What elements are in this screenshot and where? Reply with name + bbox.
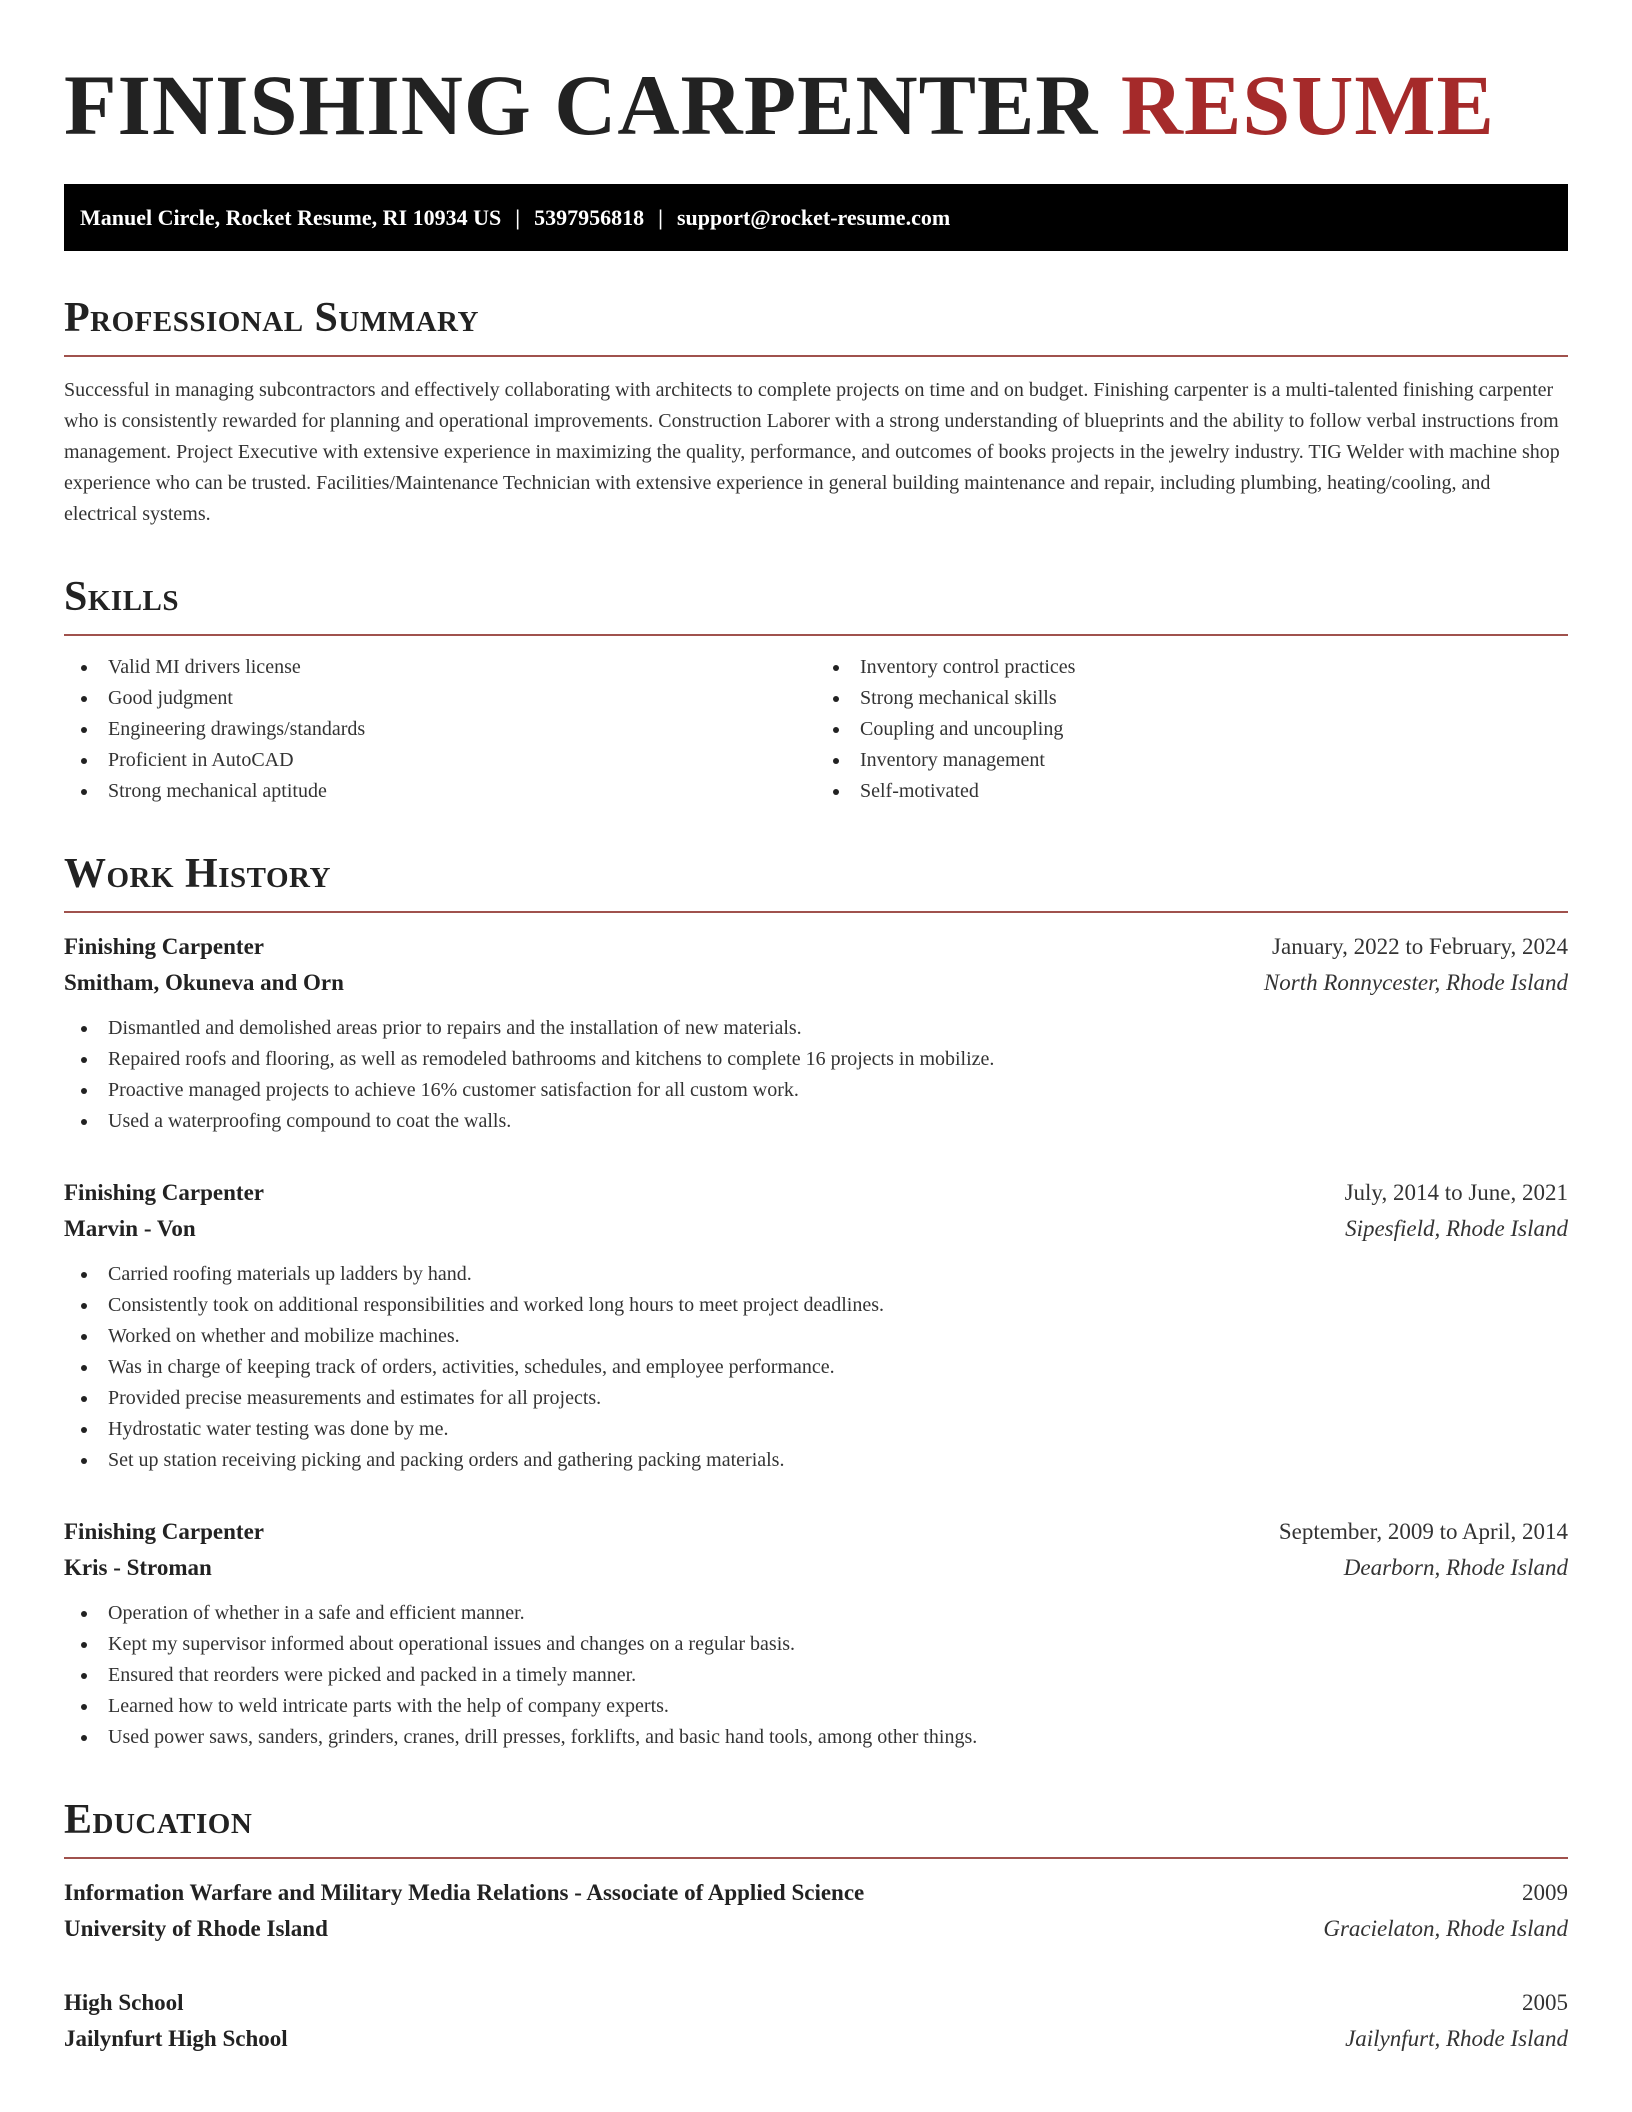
job-bullet: Kept my supervisor informed about operational issues and changes on a regular basis. — [64, 1629, 1568, 1660]
skill-item: Inventory management — [816, 745, 1568, 776]
job-bullet: Provided precise measurements and estimates for all projects. — [64, 1383, 1568, 1414]
job-dates: July, 2014 to June, 2021 — [1344, 1180, 1568, 1205]
job-company: Marvin - Von — [64, 1216, 196, 1241]
skills-heading: Skills — [64, 574, 180, 620]
skill-item: Valid MI drivers license — [64, 652, 816, 683]
education-year: 2009 — [1522, 1880, 1568, 1905]
job-location: North Ronnycester, Rhode Island — [1263, 970, 1568, 995]
section-divider — [64, 911, 1568, 913]
job-bullet: Proactive managed projects to achieve 16% customer satisfaction for all custom work. — [64, 1075, 1568, 1106]
education-degree: High School — [64, 1990, 184, 2015]
job-bullet: Consistently took on additional responsibilities and worked long hours to meet project deadlines. — [64, 1290, 1568, 1321]
job-title: Finishing Carpenter — [64, 1180, 264, 1205]
skill-item: Self-motivated — [816, 776, 1568, 807]
job-bullet: Was in charge of keeping track of orders, activities, schedules, and employee performance. — [64, 1352, 1568, 1383]
job-entry — [64, 1514, 1568, 1753]
work-history-heading: Work History — [64, 851, 331, 897]
job-entry — [64, 1175, 1568, 1476]
contact-email: support@rocket-resume.com — [676, 205, 951, 230]
education-heading: Education — [64, 1797, 253, 1843]
job-bullet: Operation of whether in a safe and efficient manner. — [64, 1598, 1568, 1629]
job-bullet: Used power saws, sanders, grinders, cranes, drill presses, forklifts, and basic hand tools, among other things. — [64, 1722, 1568, 1753]
job-company: Smitham, Okuneva and Orn — [64, 970, 344, 995]
skill-item: Engineering drawings/standards — [64, 714, 816, 745]
education-year: 2005 — [1522, 1990, 1568, 2015]
job-bullet: Ensured that reorders were picked and packed in a timely manner. — [64, 1660, 1568, 1691]
resume-title — [64, 56, 1568, 153]
education-school: Jailynfurt High School — [64, 2026, 288, 2051]
skill-item: Strong mechanical aptitude — [64, 776, 816, 807]
job-location: Sipesfield, Rhode Island — [1345, 1216, 1568, 1241]
job-dates: September, 2009 to April, 2014 — [1278, 1519, 1568, 1544]
section-divider — [64, 1857, 1568, 1859]
job-bullet: Learned how to weld intricate parts with the help of company experts. — [64, 1691, 1568, 1722]
job-entry — [64, 929, 1568, 1137]
job-bullet: Used a waterproofing compound to coat the walls. — [64, 1106, 1568, 1137]
skills-column-left — [64, 652, 816, 807]
job-bullet: Dismantled and demolished areas prior to repairs and the installation of new materials. — [64, 1013, 1568, 1044]
summary-heading: Professional Summary — [64, 295, 479, 341]
job-bullets — [64, 1259, 1568, 1476]
title-main: FINISHING CARPENTER — [64, 57, 1099, 153]
education-school: University of Rhode Island — [64, 1916, 328, 1941]
contact-separator: | — [658, 205, 663, 230]
section-divider — [64, 634, 1568, 636]
skill-item: Proficient in AutoCAD — [64, 745, 816, 776]
skill-item: Good judgment — [64, 683, 816, 714]
skill-item: Strong mechanical skills — [816, 683, 1568, 714]
job-title: Finishing Carpenter — [64, 1519, 264, 1544]
job-bullet: Carried roofing materials up ladders by hand. — [64, 1259, 1568, 1290]
job-bullets — [64, 1598, 1568, 1753]
education-degree: Information Warfare and Military Media Relations - Associate of Applied Science — [64, 1880, 865, 1905]
summary-text: Successful in managing subcontractors and effectively collaborating with architects to complete projects on time and on budget. Finishing carpenter is a multi-talented finishing carpenter who is consistently rewarded for planning and operational improvements. Construction Laborer with a strong understanding of blueprints and the ability to follow verbal instructions from management. Project Executive with extensive experience in maximizing the quality, performance, and outcomes of books projects in the jewelry industry. TIG Welder with machine shop experience who can be trusted. Facilities/Maintenance Technician with extensive experience in general building maintenance and repair, including plumbing, heating/cooling, and electrical systems. — [64, 379, 1560, 525]
job-title: Finishing Carpenter — [64, 934, 264, 959]
job-bullet: Repaired roofs and flooring, as well as remodeled bathrooms and kitchens to complete 16 projects in mobilize. — [64, 1044, 1568, 1075]
education-location: Jailynfurt, Rhode Island — [1345, 2026, 1568, 2051]
job-bullet: Worked on whether and mobilize machines. — [64, 1321, 1568, 1352]
job-company: Kris - Stroman — [64, 1555, 212, 1580]
education-entry — [64, 1875, 1568, 1947]
skill-item: Coupling and uncoupling — [816, 714, 1568, 745]
skills-list — [64, 652, 1568, 807]
contact-separator: | — [515, 205, 521, 230]
job-bullets — [64, 1013, 1568, 1137]
title-accent: RESUME — [1120, 57, 1495, 153]
job-dates: January, 2022 to February, 2024 — [1272, 934, 1568, 959]
job-location: Dearborn, Rhode Island — [1343, 1555, 1568, 1580]
job-bullet: Hydrostatic water testing was done by me. — [64, 1414, 1568, 1445]
contact-phone: 5397956818 — [534, 205, 645, 230]
contact-bar — [64, 184, 1568, 251]
skill-item: Inventory control practices — [816, 652, 1568, 683]
skills-column-right — [816, 652, 1568, 807]
job-bullet: Set up station receiving picking and packing orders and gathering packing materials. — [64, 1445, 1568, 1476]
section-divider — [64, 355, 1568, 357]
education-location: Gracielaton, Rhode Island — [1323, 1916, 1568, 1941]
education-entry — [64, 1985, 1568, 2057]
contact-address: Manuel Circle, Rocket Resume, RI 10934 US — [80, 205, 502, 230]
